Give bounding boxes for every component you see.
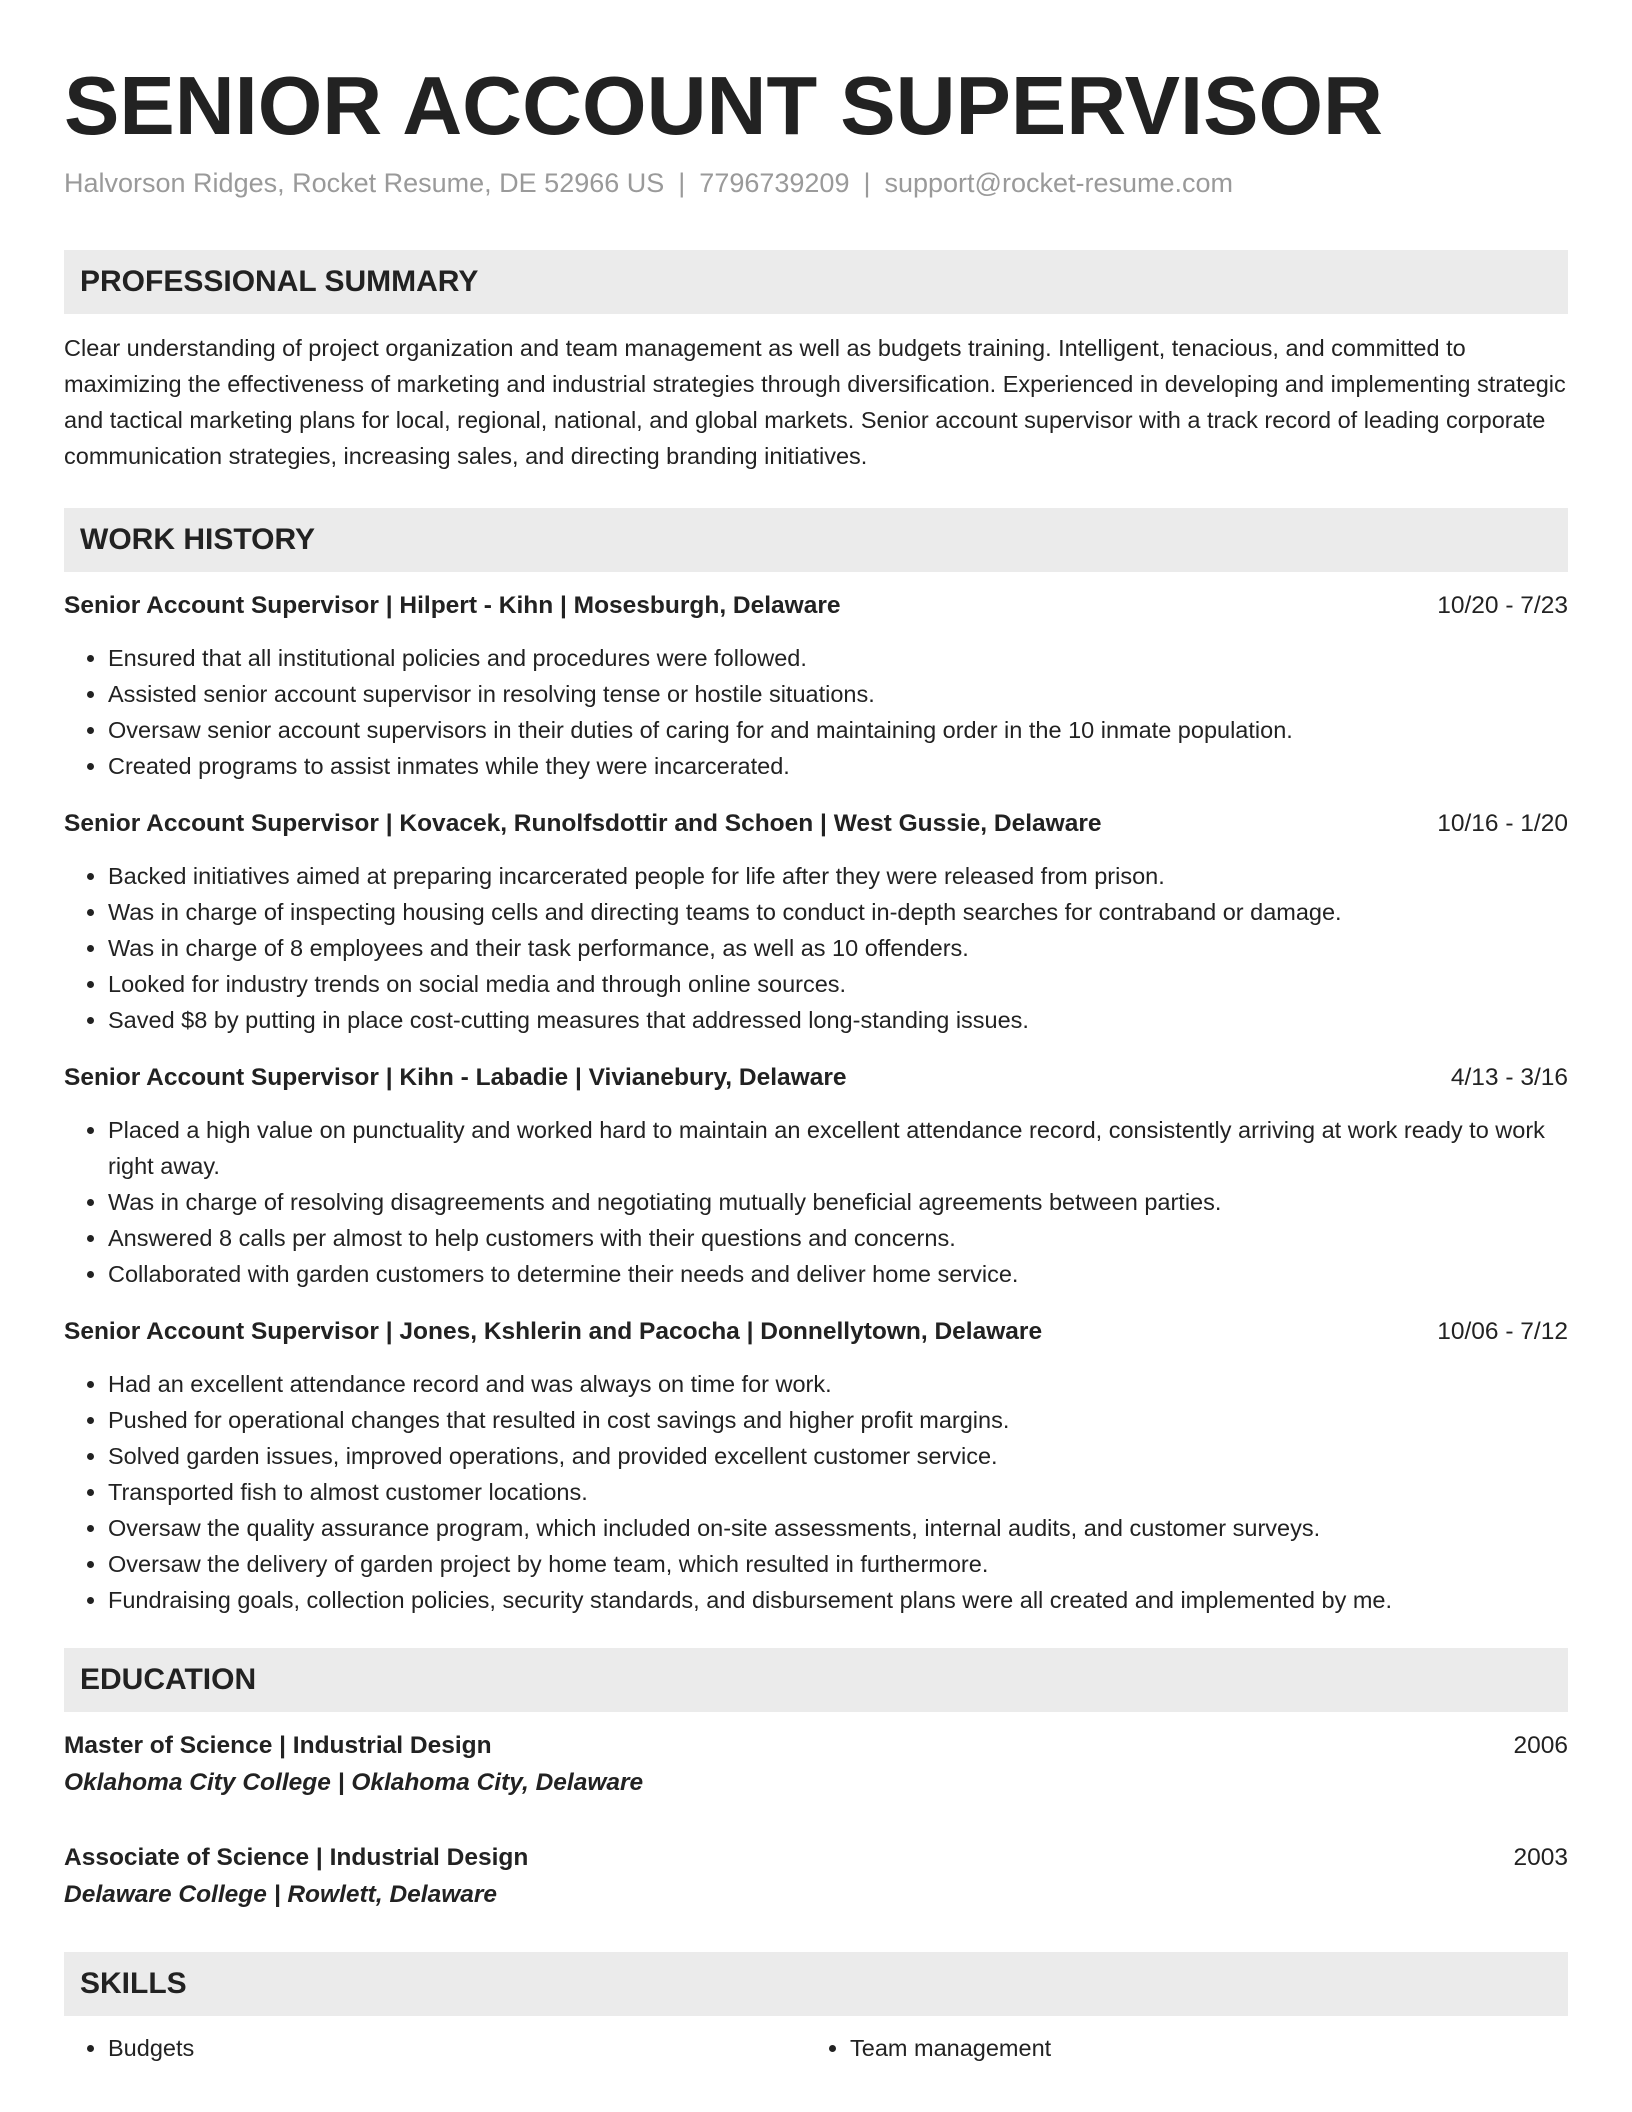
job-title: Senior Account Supervisor | Hilpert - Kihn | Mosesburgh, Delaware <box>64 592 841 619</box>
job-bullet: • Transported fish to almost customer locations. <box>108 1474 1568 1510</box>
job-bullet: • Placed a high value on punctuality and worked hard to maintain an excellent attendance record, consistently arriving at work ready to work right away. <box>108 1112 1568 1184</box>
education-header <box>64 1840 1568 1876</box>
job-bullets <box>64 858 1568 1038</box>
job-bullet: • Saved $8 by putting in place cost-cutting measures that addressed long-standing issues. <box>108 1002 1568 1038</box>
skill-item: • Team management <box>850 2030 1548 2066</box>
education-school: Delaware College | Rowlett, Delaware <box>64 1881 498 1908</box>
job-bullets <box>64 640 1568 784</box>
job-bullet: • Answered 8 calls per almost to help customers with their questions and concerns. <box>108 1220 1568 1256</box>
skills-list <box>806 2030 1548 2066</box>
job-bullet: • Created programs to assist inmates while they were incarcerated. <box>108 748 1568 784</box>
job-entry <box>64 806 1568 1038</box>
job-dates: 10/16 - 1/20 <box>1437 810 1568 837</box>
job-header <box>64 1060 1568 1096</box>
job-bullet: • Oversaw the delivery of garden project by home team, which resulted in furthermore. <box>108 1546 1568 1582</box>
contact-phone: 7796739209 <box>699 168 850 198</box>
job-bullet: • Was in charge of resolving disagreements and negotiating mutually beneficial agreements between parties. <box>108 1184 1568 1220</box>
resume-name: SENIOR ACCOUNT SUPERVISOR <box>64 59 1383 152</box>
job-dates: 10/06 - 7/12 <box>1437 1318 1568 1345</box>
job-entry <box>64 588 1568 784</box>
job-entry <box>64 1314 1568 1618</box>
section-header-education: EDUCATION <box>64 1648 1568 1712</box>
job-bullets <box>64 1366 1568 1618</box>
job-bullet: • Was in charge of inspecting housing cells and directing teams to conduct in-depth searches for contraband or damage. <box>108 894 1568 930</box>
skills-list <box>64 2030 806 2066</box>
section-header-summary: PROFESSIONAL SUMMARY <box>64 250 1568 314</box>
job-dates: 4/13 - 3/16 <box>1450 1064 1568 1091</box>
job-bullet: • Was in charge of 8 employees and their task performance, as well as 10 offenders. <box>108 930 1568 966</box>
job-bullet: • Oversaw the quality assurance program, which included on-site assessments, internal audits, and customer surveys. <box>108 1510 1568 1546</box>
education-school: Oklahoma City College | Oklahoma City, Delaware <box>64 1769 644 1796</box>
job-bullet: • Solved garden issues, improved operations, and provided excellent customer service. <box>108 1438 1568 1474</box>
job-bullet: • Pushed for operational changes that resulted in cost savings and higher profit margins. <box>108 1402 1568 1438</box>
job-bullet: • Collaborated with garden customers to determine their needs and deliver home service. <box>108 1256 1568 1292</box>
skill-item: • Budgets <box>108 2030 806 2066</box>
education-degree: Master of Science | Industrial Design <box>64 1732 492 1759</box>
job-entry <box>64 1060 1568 1292</box>
job-title: Senior Account Supervisor | Kihn - Labadie | Vivianebury, Delaware <box>64 1064 847 1091</box>
education-year: 2006 <box>1513 1732 1568 1759</box>
job-header <box>64 806 1568 842</box>
job-title: Senior Account Supervisor | Jones, Kshlerin and Pacocha | Donnellytown, Delaware <box>64 1318 1043 1345</box>
job-bullet: • Had an excellent attendance record and was always on time for work. <box>108 1366 1568 1402</box>
job-bullet: • Backed initiatives aimed at preparing incarcerated people for life after they were released from prison. <box>108 858 1568 894</box>
job-bullet: • Ensured that all institutional policies and procedures were followed. <box>108 640 1568 676</box>
education-degree: Associate of Science | Industrial Design <box>64 1844 529 1871</box>
resume-page <box>64 0 1568 2066</box>
contact-address: Halvorson Ridges, Rocket Resume, DE 52966 US <box>64 168 665 198</box>
section-header-skills: SKILLS <box>64 1952 1568 2016</box>
education-header <box>64 1728 1568 1764</box>
education-entry <box>64 1728 1568 1802</box>
job-header <box>64 1314 1568 1350</box>
section-header-work-history: WORK HISTORY <box>64 508 1568 572</box>
skills-column-left <box>64 2030 806 2066</box>
job-bullet: • Oversaw senior account supervisors in their duties of caring for and maintaining order in the 10 inmate population. <box>108 712 1568 748</box>
job-header <box>64 588 1568 624</box>
contact-email: support@rocket-resume.com <box>884 168 1234 198</box>
summary-text: Clear understanding of project organization and team management as well as budgets training. Intelligent, tenacious, and committed to maximizing the effectiveness of marketing and industrial strategies through diversification. Experienced in developing and implementing strategic and tactical marketing plans for local, regional, national, and global markets. Senior account supervisor with a track record of leading corporate communication strategies, increasing sales, and directing branding initiatives. <box>64 335 1566 469</box>
job-bullet: • Looked for industry trends on social media and through online sources. <box>108 966 1568 1002</box>
education-year: 2003 <box>1513 1844 1568 1871</box>
education-entry <box>64 1840 1568 1914</box>
contact-line <box>64 166 1568 200</box>
job-bullet: • Assisted senior account supervisor in resolving tense or hostile situations. <box>108 676 1568 712</box>
job-bullets <box>64 1112 1568 1292</box>
contact-separator: | <box>678 168 686 198</box>
skills-grid <box>64 2030 1568 2066</box>
skills-column-right <box>806 2030 1548 2066</box>
job-bullet: • Fundraising goals, collection policies, security standards, and disbursement plans were all created and implemented by me. <box>108 1582 1568 1618</box>
contact-separator: | <box>863 168 871 198</box>
job-title: Senior Account Supervisor | Kovacek, Runolfsdottir and Schoen | West Gussie, Delaware <box>64 810 1102 837</box>
job-dates: 10/20 - 7/23 <box>1437 592 1568 619</box>
